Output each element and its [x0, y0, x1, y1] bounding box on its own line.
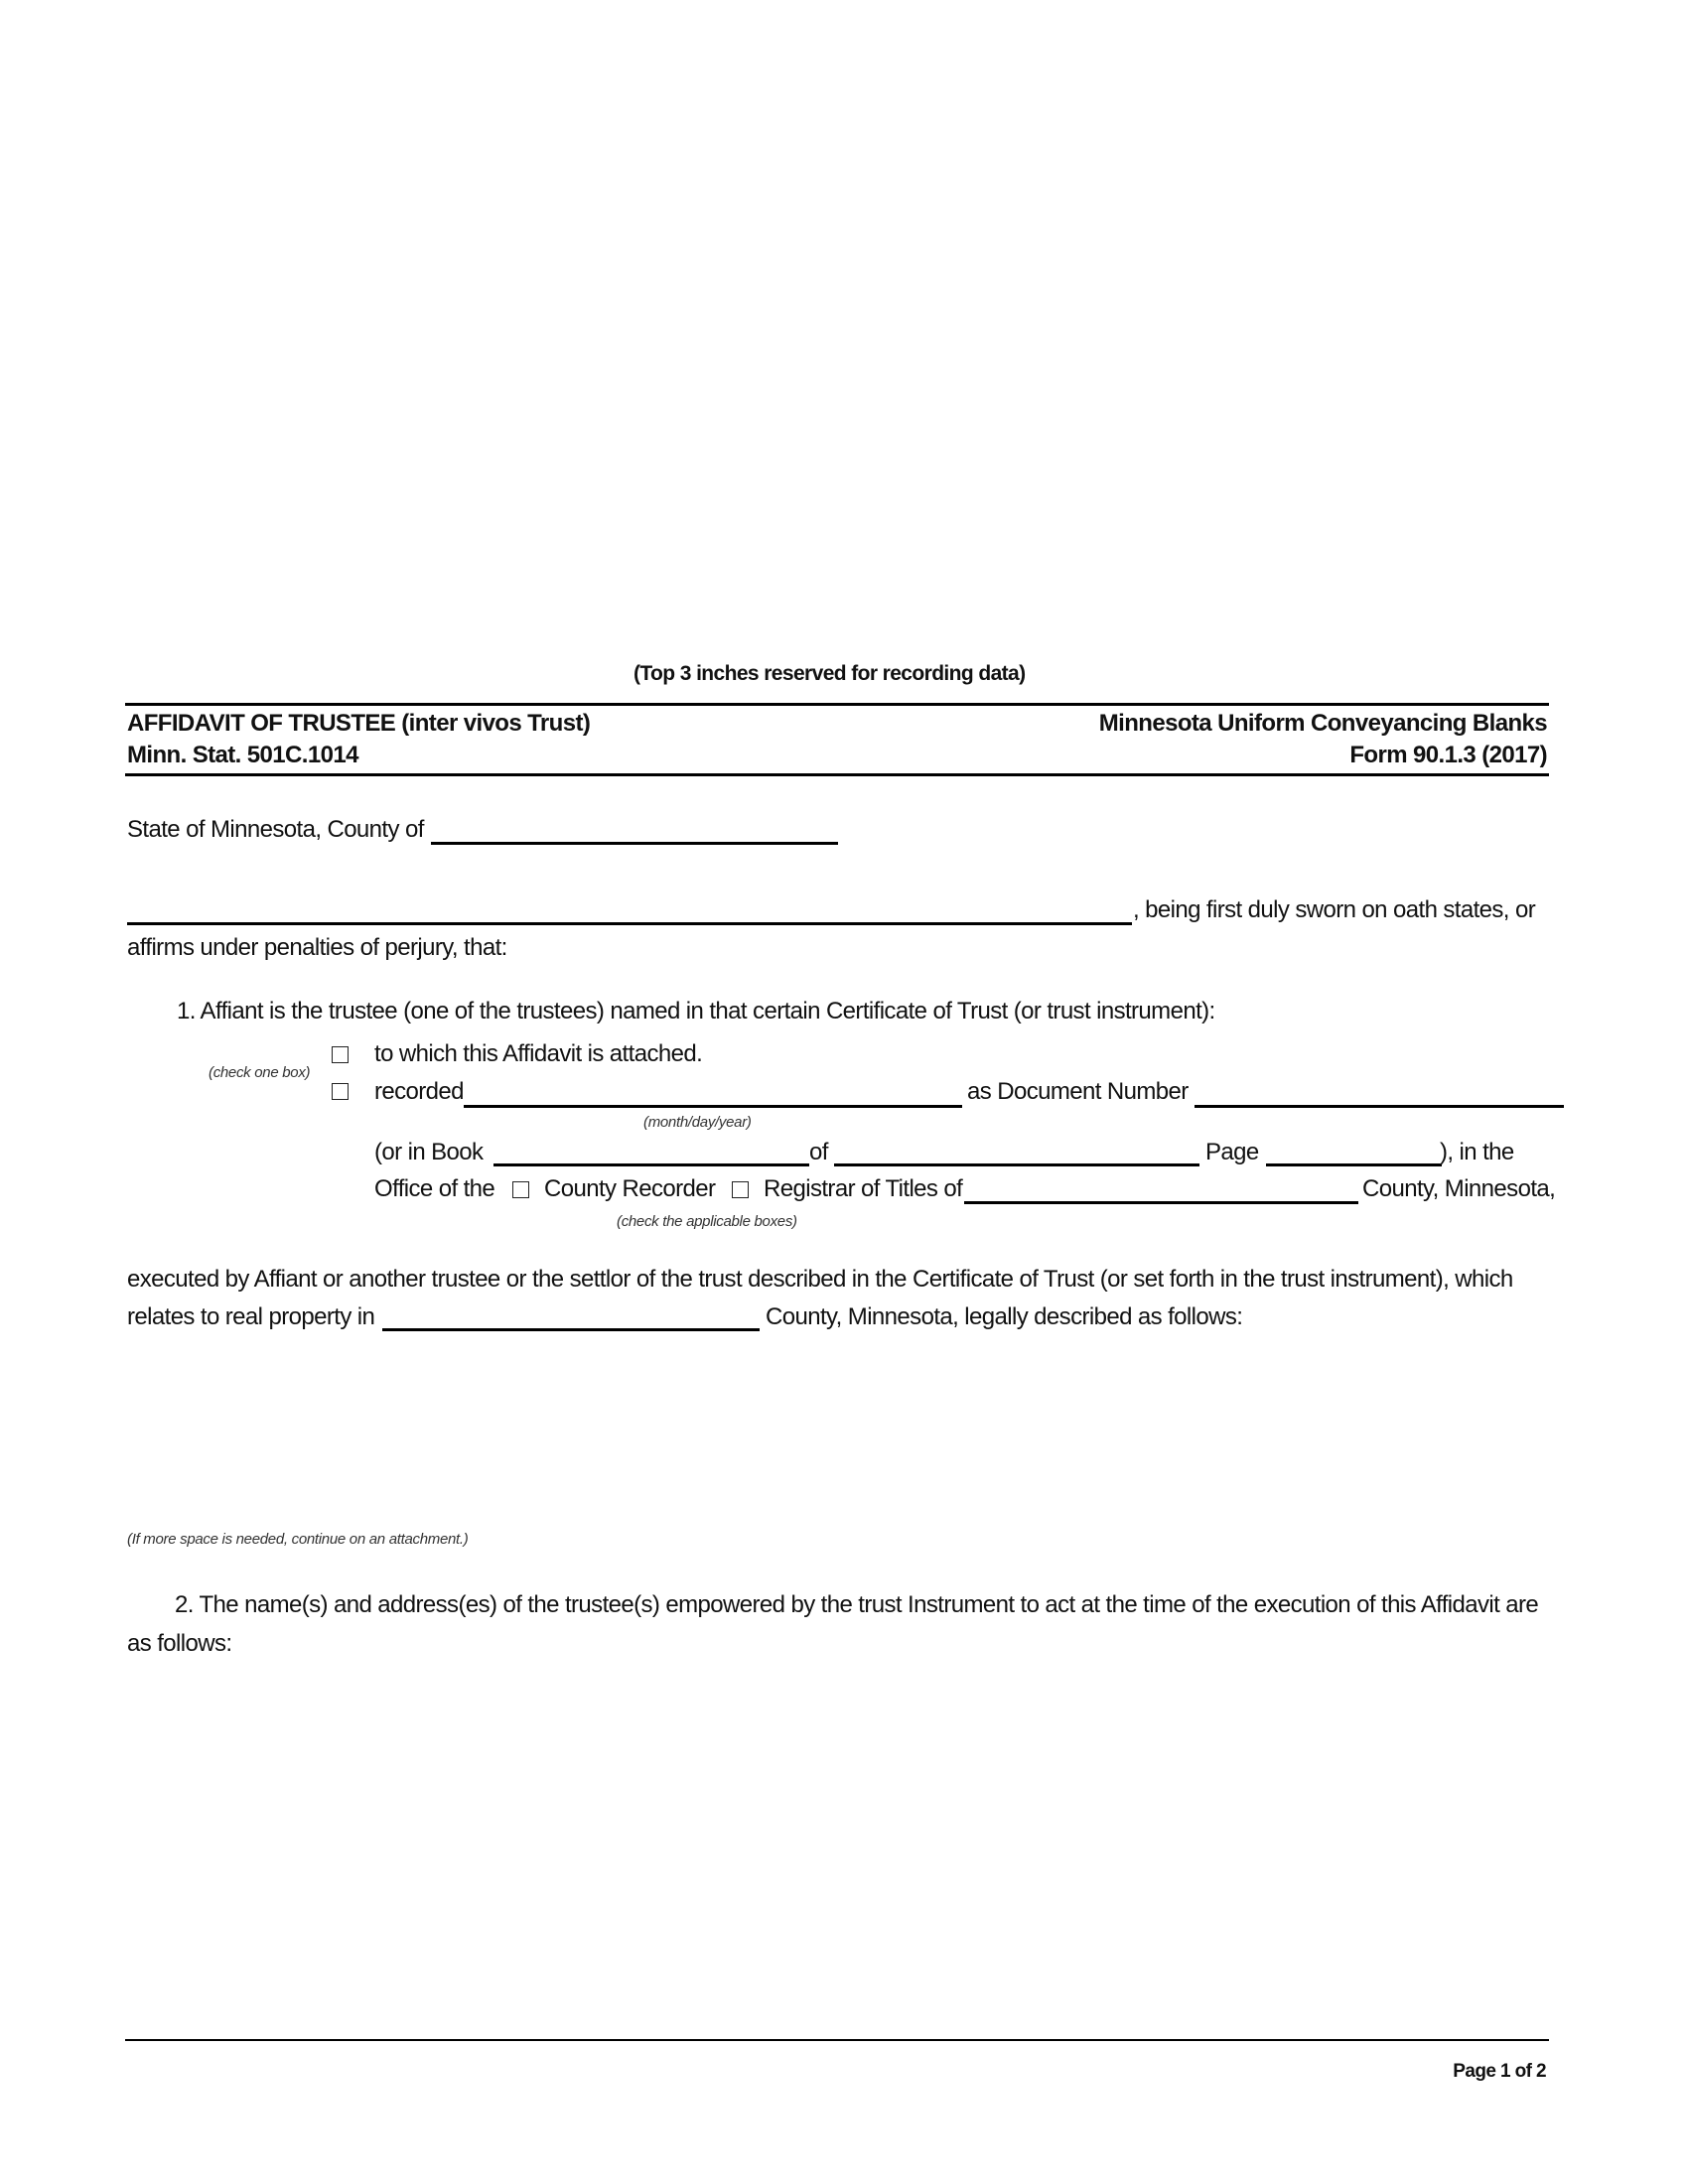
check-one-note: (check one box) [209, 1064, 311, 1081]
header-bottom-rule [125, 773, 1549, 776]
office-label: Office of the [374, 1175, 495, 1202]
legal-description-text: County, Minnesota, legally described as follows: [766, 1303, 1243, 1330]
executed-text: executed by Affiant or another trustee or the settlor of the trust described in the Certificate of Trust (or set forth in the trust instrument), which [127, 1266, 1513, 1293]
item1-text: 1. Affiant is the trustee (one of the trustees) named in that certain Certificate of Trust (or trust instrument): [177, 998, 1215, 1024]
recorded-checkbox[interactable] [332, 1083, 349, 1100]
document-number-field[interactable] [1195, 1105, 1564, 1108]
document-number-label: as Document Number [967, 1078, 1189, 1105]
registrar-label: Registrar of Titles of [764, 1175, 963, 1202]
of-label: of [809, 1139, 828, 1165]
county-recorder-checkbox[interactable] [512, 1181, 529, 1198]
form-title: AFFIDAVIT OF TRUSTEE (inter vivos Trust) [127, 710, 591, 737]
footer-rule [125, 2039, 1549, 2041]
item2-cont: as follows: [127, 1630, 232, 1657]
applicable-boxes-note: (check the applicable boxes) [617, 1213, 797, 1230]
attached-checkbox[interactable] [332, 1046, 349, 1063]
affiant-name-field[interactable] [127, 922, 1132, 925]
more-space-note: (If more space is needed, continue on an attachment.) [127, 1531, 469, 1548]
recorded-date-field[interactable] [464, 1105, 962, 1108]
affiant-oath-text: , being first duly sworn on oath states, or [1133, 896, 1536, 923]
form-series: Minnesota Uniform Conveyancing Blanks [1098, 710, 1547, 737]
county-minnesota-text: County, Minnesota, [1362, 1175, 1556, 1202]
form-number: Form 90.1.3 (2017) [1349, 742, 1547, 768]
recorded-option-label: recorded [374, 1078, 464, 1105]
venue-label: State of Minnesota, County of [127, 816, 424, 843]
book-field[interactable] [493, 1163, 809, 1166]
item2-text: 2. The name(s) and address(es) of the trustee(s) empowered by the trust Instrument to act at the time of the execution of this Affidavit are [175, 1591, 1539, 1618]
property-county-field[interactable] [382, 1328, 760, 1331]
attached-option-label: to which this Affidavit is attached. [374, 1040, 703, 1067]
page-field[interactable] [1266, 1163, 1442, 1166]
registrar-county-field[interactable] [964, 1201, 1358, 1204]
property-county-label: relates to real property in [127, 1303, 375, 1330]
page-label: Page [1205, 1139, 1259, 1165]
recording-note: (Top 3 inches reserved for recording data) [633, 662, 1026, 685]
header-top-rule [125, 703, 1549, 706]
county-field[interactable] [431, 842, 838, 845]
date-format-hint: (month/day/year) [643, 1114, 752, 1131]
affiant-oath-cont: affirms under penalties of perjury, that: [127, 934, 507, 961]
county-recorder-label: County Recorder [544, 1175, 716, 1202]
page-number: Page 1 of 2 [1453, 2061, 1546, 2082]
of-field[interactable] [834, 1163, 1199, 1166]
registrar-checkbox[interactable] [732, 1181, 749, 1198]
book-label: (or in Book [374, 1139, 484, 1165]
in-the-text: ), in the [1440, 1139, 1514, 1165]
statute-reference: Minn. Stat. 501C.1014 [127, 742, 358, 768]
